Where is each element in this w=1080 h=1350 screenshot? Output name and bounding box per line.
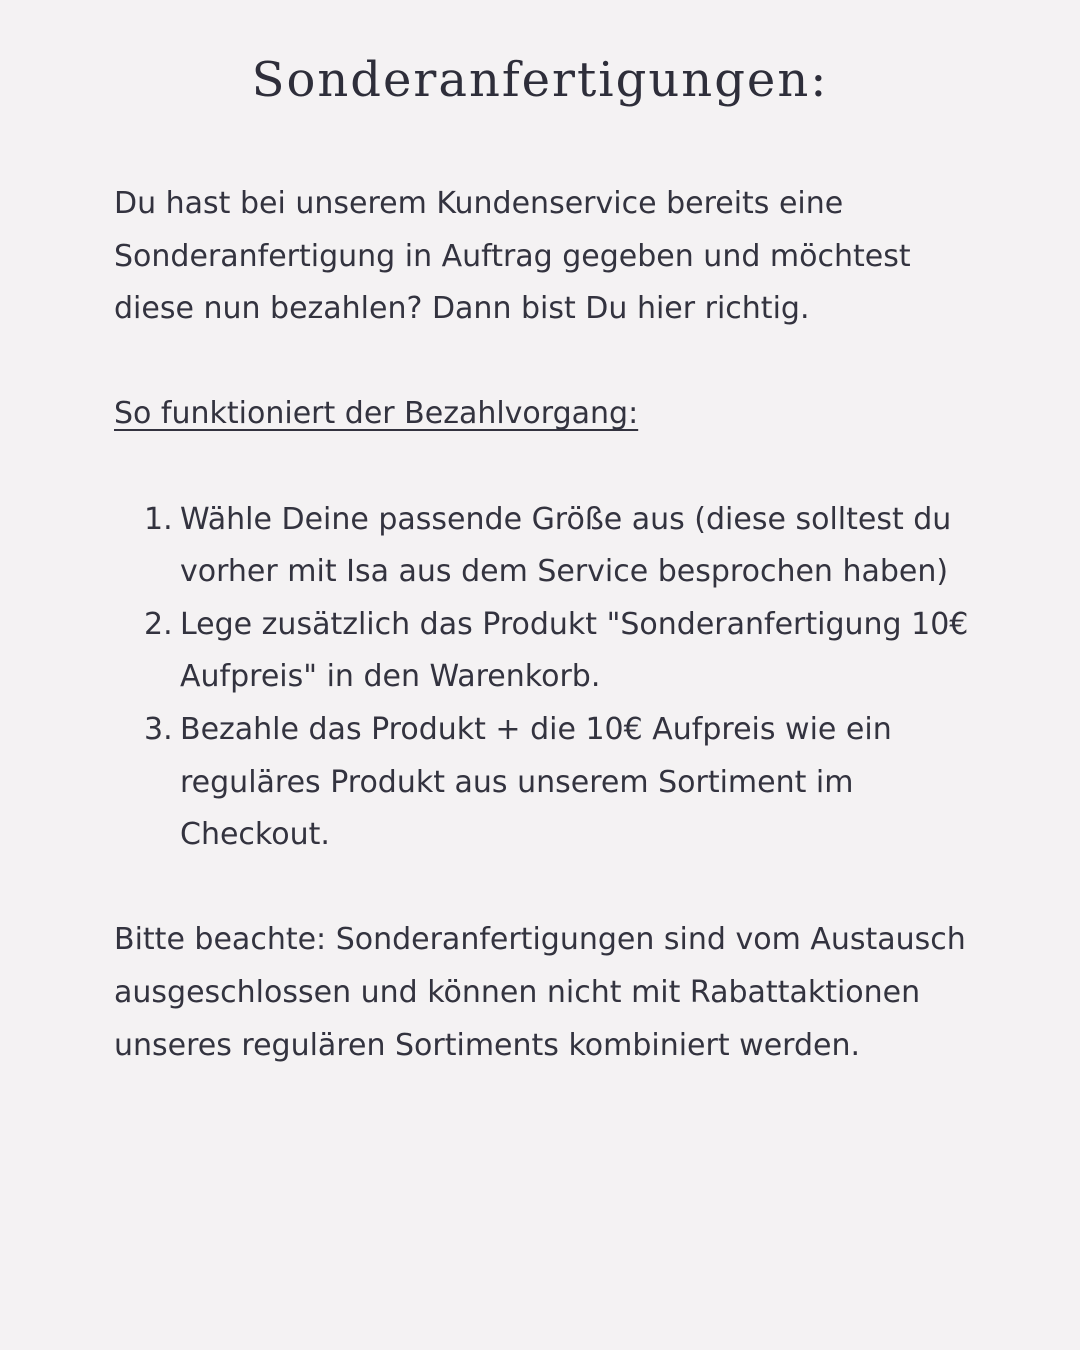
spacer: [114, 336, 984, 389]
step-item: [114, 494, 984, 599]
step-text: Wähle Deine passende Größe aus (diese solltest du vorher mit Isa aus dem Service besprochen haben): [180, 501, 952, 590]
intro-paragraph: Du hast bei unserem Kundenservice bereits eine Sonderanfertigung in Auftrag gegeben und möchtest diese nun bezahlen? Dann bist Du hier richtig.: [114, 186, 911, 327]
page-title: Sonderanfertigungen:: [251, 52, 829, 108]
step-text: Bezahle das Produkt + die 10€ Aufpreis wie ein reguläres Produkt aus unserem Sortiment im Checkout.: [180, 711, 892, 853]
steps-list: [114, 494, 984, 862]
steps-heading: [114, 388, 984, 441]
note-paragraph: Bitte beachte: Sonderanfertigungen sind vom Austausch ausgeschlossen und können nicht mit Rabattaktionen unseres regulären Sortiments kombiniert werden.: [114, 922, 966, 1063]
step-number: 2.: [144, 606, 173, 642]
step-item: [114, 599, 984, 704]
spacer: [114, 862, 984, 915]
steps-heading-text: So funktioniert der Bezahlvorgang:: [114, 396, 639, 432]
spacer: [114, 441, 984, 494]
step-item: [114, 704, 984, 862]
step-number: 1.: [144, 501, 173, 537]
step-text: Lege zusätzlich das Produkt "Sonderanfertigung 10€ Aufpreis" in den Warenkorb.: [180, 606, 969, 695]
step-number: 3.: [144, 711, 173, 747]
content-body: [114, 178, 984, 1072]
